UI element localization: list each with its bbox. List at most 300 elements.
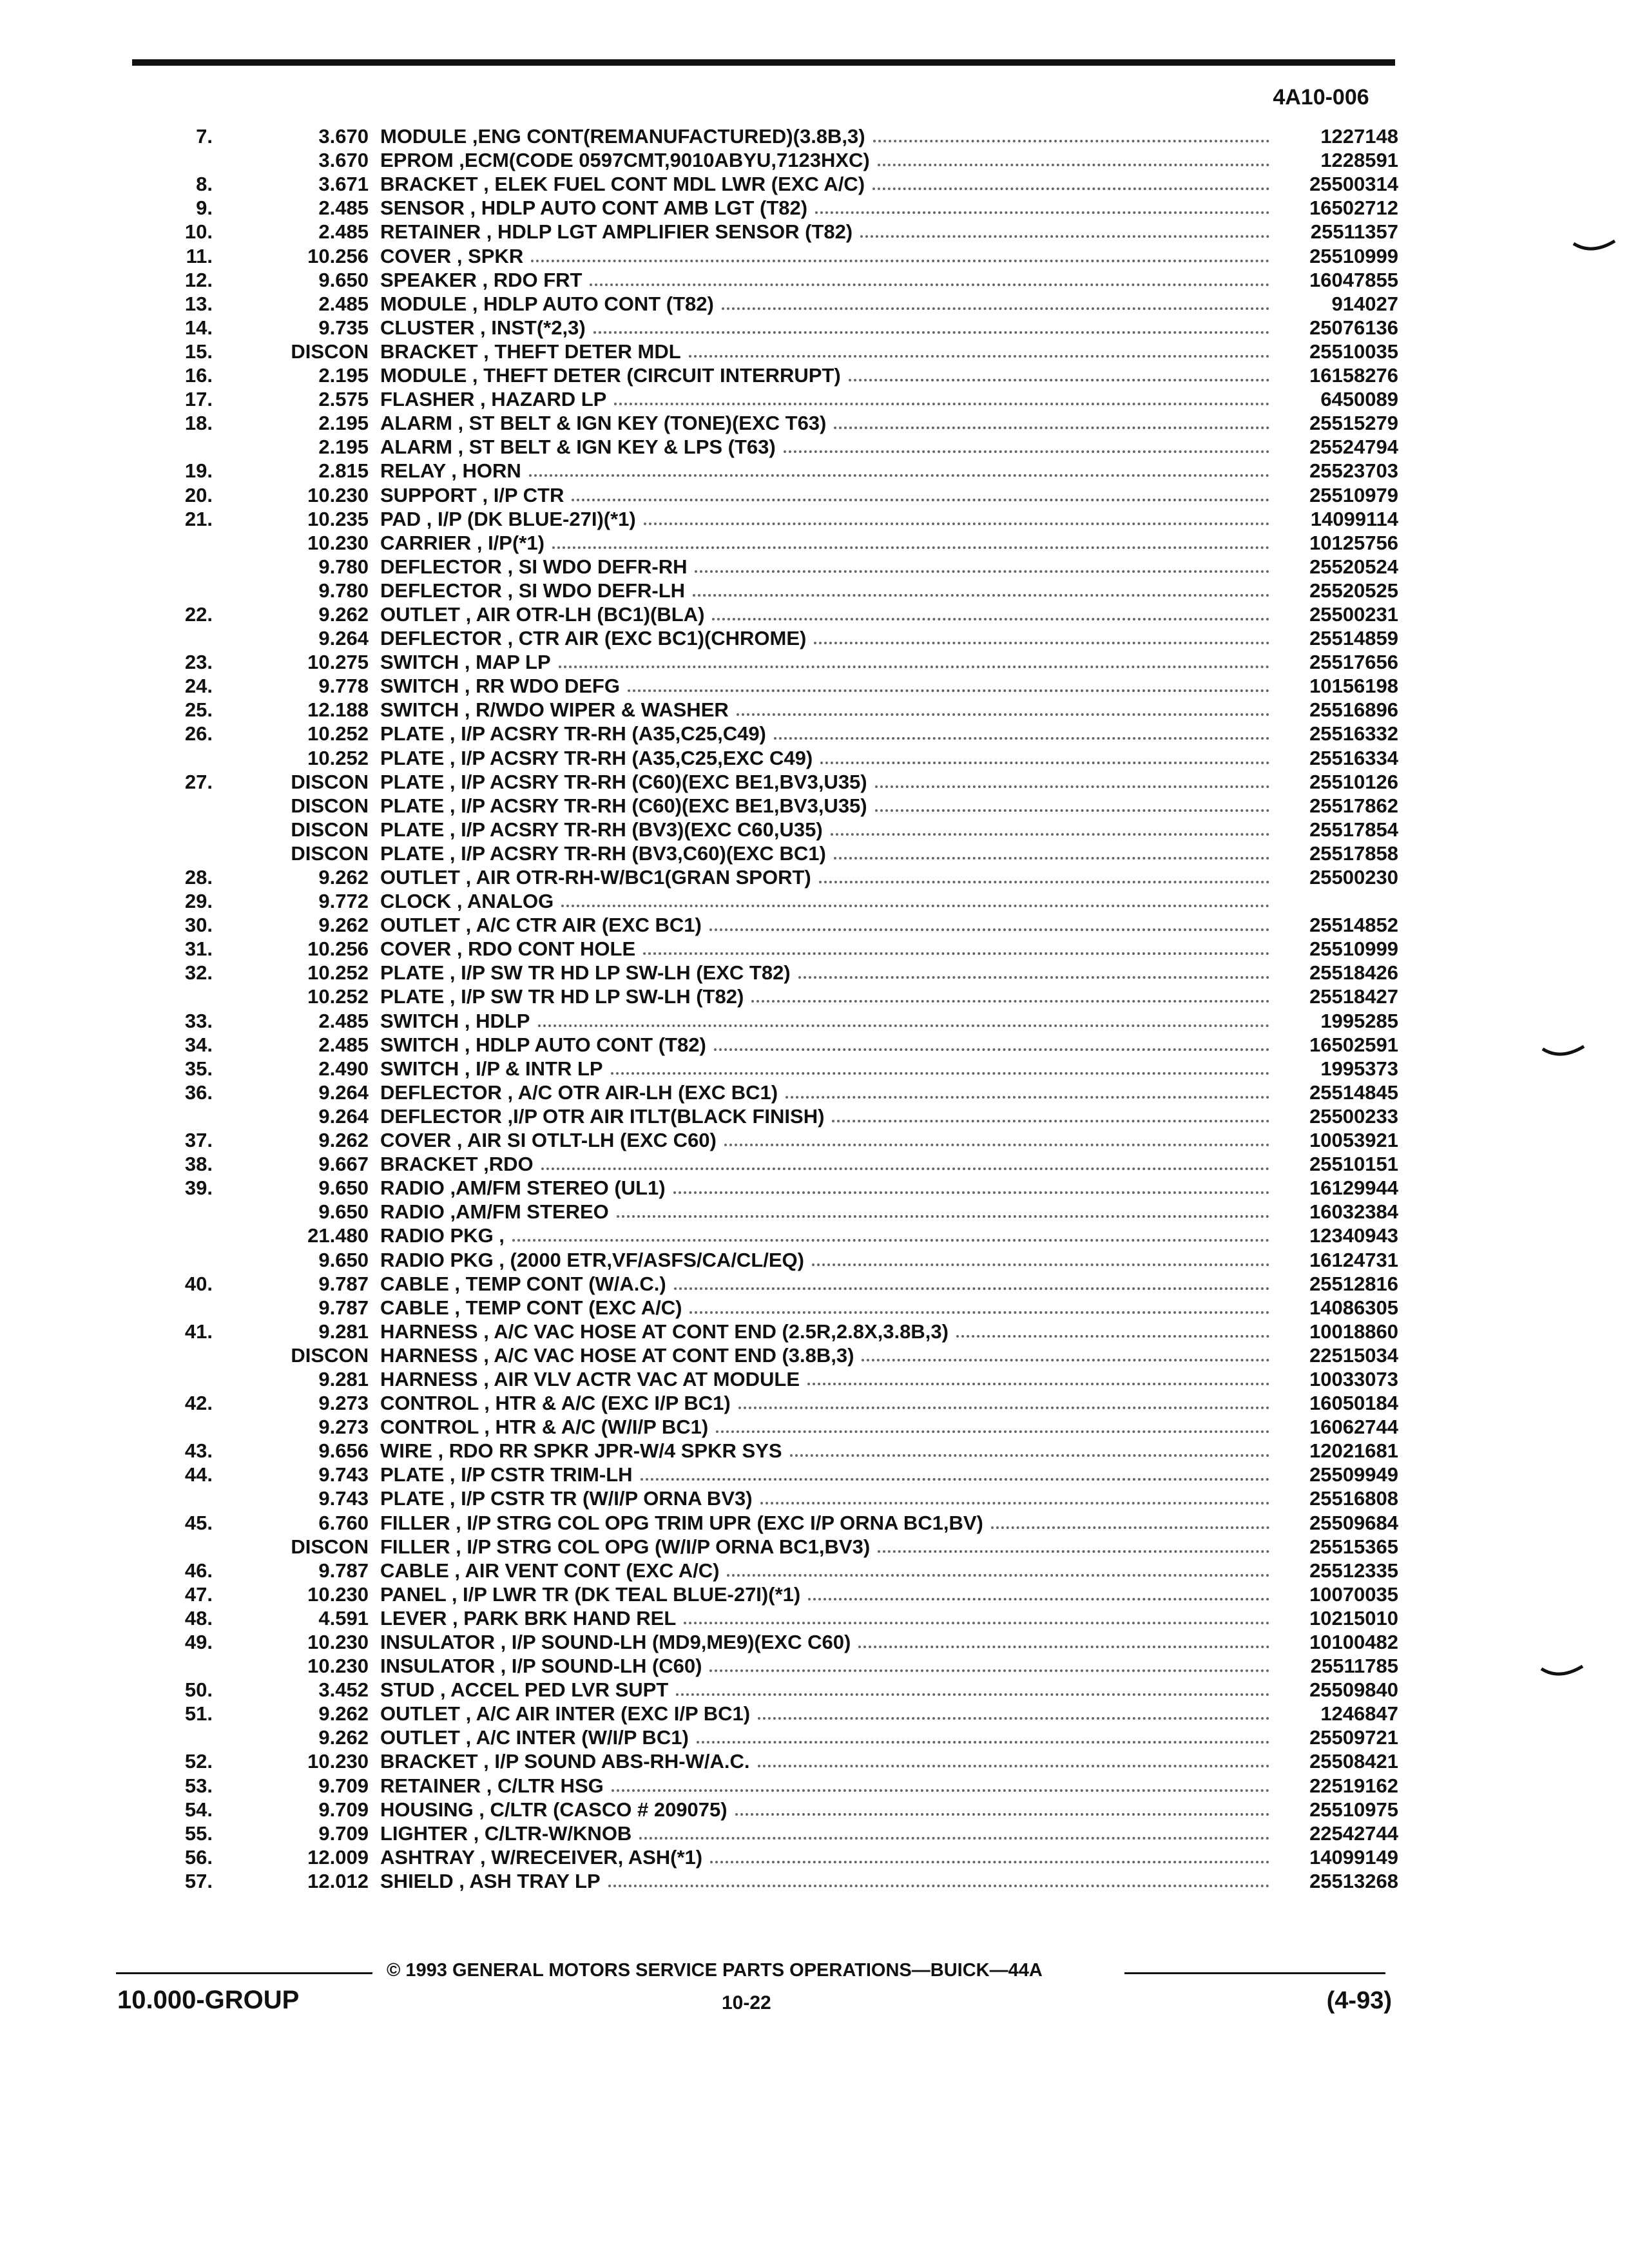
dot-leader: [834, 854, 1269, 860]
part-description: RELAY , HORN: [380, 459, 521, 483]
part-description: SHIELD , ASH TRAY LP: [380, 1869, 601, 1892]
item-number: 41.: [184, 1320, 213, 1343]
item-number: 40.: [184, 1272, 213, 1295]
group-label: 10.000-GROUP: [117, 1986, 300, 2014]
part-description: PAD , I/P (DK BLUE-27I)(*1): [380, 507, 636, 530]
item-number: 14.: [184, 316, 213, 339]
part-number: 25511357: [1310, 220, 1398, 244]
parts-row: [161, 242, 1398, 265]
group-number: 10.230: [307, 483, 369, 506]
dot-leader: [612, 1787, 1269, 1792]
footer-rule-left: [116, 1972, 372, 1974]
part-description: OUTLET , A/C AIR INTER (EXC I/P BC1): [380, 1702, 751, 1725]
dot-leader: [878, 1548, 1269, 1553]
part-number: 25510151: [1309, 1153, 1398, 1176]
group-number: 2.485: [318, 220, 369, 244]
part-description: CABLE , TEMP CONT (W/A.C.): [380, 1272, 666, 1295]
group-number: 10.252: [307, 746, 369, 769]
parts-row: [161, 1843, 1398, 1867]
dot-leader: [737, 711, 1269, 716]
parts-row: [161, 744, 1398, 767]
group-number: DISCON: [291, 841, 369, 865]
part-number: 10156198: [1309, 675, 1398, 698]
item-number: 25.: [184, 698, 213, 722]
part-description: DEFLECTOR , A/C OTR AIR-LH (EXC BC1): [380, 1081, 778, 1104]
part-description: PLATE , I/P SW TR HD LP SW-LH (EXC T82): [380, 961, 791, 985]
dot-leader: [814, 639, 1269, 644]
item-number: 43.: [184, 1439, 213, 1463]
dot-leader: [674, 1285, 1269, 1290]
dot-leader: [832, 1117, 1269, 1122]
item-number: 36.: [184, 1081, 213, 1104]
part-number: 6450089: [1320, 388, 1398, 411]
part-number: 1227148: [1320, 125, 1398, 148]
part-description: CABLE , TEMP CONT (EXC A/C): [380, 1296, 682, 1319]
parts-row: [161, 218, 1398, 242]
group-number: 9.264: [318, 1081, 369, 1104]
part-description: RETAINER , C/LTR HSG: [380, 1774, 604, 1797]
parts-row: [161, 1485, 1398, 1508]
parts-row: [161, 338, 1398, 361]
parts-row: [161, 266, 1398, 290]
group-number: 10.230: [307, 1582, 369, 1606]
part-description: LEVER , PARK BRK HAND REL: [380, 1606, 677, 1629]
parts-row: [161, 385, 1398, 409]
dot-leader: [724, 1141, 1269, 1146]
part-description: COVER , SPKR: [380, 244, 524, 267]
dot-leader: [512, 1236, 1269, 1242]
item-number: 16.: [184, 364, 213, 387]
parts-row: [161, 1031, 1398, 1055]
part-number: 25516808: [1309, 1487, 1398, 1510]
part-description: BRACKET , THEFT DETER MDL: [380, 340, 681, 363]
parts-row: [161, 887, 1398, 911]
part-number: 25518426: [1309, 961, 1398, 985]
item-number: 53.: [184, 1774, 213, 1797]
dot-leader: [538, 1022, 1270, 1027]
dot-leader: [849, 376, 1269, 381]
group-number: 10.235: [307, 507, 369, 530]
part-description: INSULATOR , I/P SOUND-LH (MD9,ME9)(EXC C60): [380, 1631, 851, 1653]
parts-row: [161, 840, 1398, 863]
part-description: SPEAKER , RDO FRT: [380, 268, 583, 291]
parts-row: [161, 433, 1398, 457]
part-number: 12021681: [1309, 1439, 1398, 1463]
part-description: DEFLECTOR , CTR AIR (EXC BC1)(CHROME): [380, 627, 807, 650]
item-number: 34.: [184, 1033, 213, 1056]
part-description: SWITCH , R/WDO WIPER & WASHER: [380, 698, 729, 722]
part-number: 10018860: [1309, 1320, 1398, 1343]
group-number: 2.195: [318, 364, 369, 387]
part-description: OUTLET , A/C INTER (W/I/P BC1): [380, 1726, 689, 1749]
group-number: 2.485: [318, 1009, 369, 1032]
group-number: 10.275: [307, 651, 369, 674]
dot-leader: [673, 1189, 1269, 1194]
parts-row: [161, 1389, 1398, 1413]
binder-hole-mark-icon: [1540, 1662, 1585, 1682]
part-description: FLASHER , HAZARD LP: [380, 388, 607, 411]
part-number: 25510999: [1309, 244, 1398, 267]
part-description: ALARM , ST BELT & IGN KEY & LPS (T63): [380, 436, 776, 459]
dot-leader: [808, 1595, 1269, 1600]
part-number: 25510999: [1309, 937, 1398, 961]
group-number: 9.264: [318, 627, 369, 650]
dot-leader: [529, 472, 1269, 477]
part-description: ASHTRAY , W/RECEIVER, ASH(*1): [380, 1845, 703, 1869]
part-number: 25512335: [1309, 1559, 1398, 1582]
part-number: 1995285: [1320, 1009, 1398, 1032]
part-description: COVER , RDO CONT HOLE: [380, 937, 636, 961]
part-description: SWITCH , RR WDO DEFG: [380, 675, 620, 698]
part-number: 25516896: [1309, 698, 1398, 722]
group-number: 9.262: [318, 914, 369, 937]
dot-leader: [716, 1428, 1269, 1433]
part-description: RADIO PKG , (2000 ETR,VF/ASFS/CA/CL/EQ): [380, 1248, 804, 1271]
part-number: 25517858: [1309, 841, 1398, 865]
part-number: 25514845: [1309, 1081, 1398, 1104]
part-number: 25509949: [1309, 1463, 1398, 1486]
group-number: 9.787: [318, 1559, 369, 1582]
parts-row: [161, 1581, 1398, 1604]
dot-leader: [875, 807, 1269, 812]
part-number: 14099149: [1309, 1845, 1398, 1869]
parts-row: [161, 601, 1398, 624]
dot-leader: [559, 663, 1269, 668]
part-number: 25516332: [1309, 722, 1398, 745]
parts-row: [161, 529, 1398, 553]
part-number: 25517656: [1309, 651, 1398, 674]
part-number: 10100482: [1309, 1631, 1398, 1653]
item-number: 49.: [184, 1631, 213, 1653]
group-number: 9.264: [318, 1104, 369, 1128]
dot-leader: [639, 1834, 1269, 1840]
part-description: SUPPORT , I/P CTR: [380, 483, 564, 506]
parts-row: [161, 1771, 1398, 1795]
part-number: 10033073: [1309, 1367, 1398, 1390]
item-number: 32.: [184, 961, 213, 985]
group-number: 2.485: [318, 197, 369, 220]
parts-row: [161, 959, 1398, 983]
part-description: HARNESS , A/C VAC HOSE AT CONT END (3.8B,3): [380, 1343, 854, 1367]
part-description: COVER , AIR SI OTLT-LH (EXC C60): [380, 1129, 717, 1152]
part-description: CLUSTER , INST(*2,3): [380, 316, 586, 339]
group-number: 9.778: [318, 675, 369, 698]
parts-row: [161, 1270, 1398, 1294]
part-description: WIRE , RDO RR SPKR JPR-W/4 SPKR SYS: [380, 1439, 782, 1463]
group-number: 9.709: [318, 1798, 369, 1821]
part-number: 10053921: [1309, 1129, 1398, 1152]
part-number: 16050184: [1309, 1392, 1398, 1415]
part-number: 14086305: [1309, 1296, 1398, 1319]
group-number: 10.256: [307, 244, 369, 267]
part-number: 16047855: [1309, 268, 1398, 291]
group-number: 9.650: [318, 1200, 369, 1224]
parts-row: [161, 672, 1398, 696]
part-description: PLATE , I/P ACSRY TR-RH (C60)(EXC BE1,BV3,U35): [380, 770, 867, 793]
item-number: 50.: [184, 1678, 213, 1702]
parts-row: [161, 170, 1398, 194]
part-description: EPROM ,ECM(CODE 0597CMT,9010ABYU,7123HXC): [380, 149, 870, 172]
parts-row: [161, 911, 1398, 935]
parts-row: [161, 1006, 1398, 1030]
part-description: RADIO ,AM/FM STEREO (UL1): [380, 1177, 666, 1200]
item-number: 22.: [184, 602, 213, 626]
parts-row: [161, 553, 1398, 577]
group-number: 10.256: [307, 937, 369, 961]
parts-row: [161, 768, 1398, 792]
item-number: 56.: [184, 1845, 213, 1869]
dot-leader: [798, 974, 1269, 979]
parts-row: [161, 1150, 1398, 1174]
part-description: SWITCH , MAP LP: [380, 651, 551, 674]
dot-leader: [819, 878, 1269, 883]
item-number: 37.: [184, 1129, 213, 1152]
parts-row: [161, 481, 1398, 505]
part-number: 25523703: [1309, 459, 1398, 483]
dot-leader: [758, 1762, 1270, 1767]
item-number: 23.: [184, 651, 213, 674]
part-number: 25509840: [1309, 1678, 1398, 1702]
parts-row: [161, 1724, 1398, 1747]
parts-row: [161, 314, 1398, 338]
part-number: 10215010: [1309, 1606, 1398, 1629]
dot-leader: [727, 1571, 1269, 1577]
part-description: CARRIER , I/P(*1): [380, 531, 545, 554]
group-number: 10.252: [307, 961, 369, 985]
item-number: 7.: [196, 125, 213, 148]
dot-leader: [991, 1524, 1269, 1529]
group-number: 10.252: [307, 985, 369, 1008]
parts-row: [161, 505, 1398, 529]
dot-leader: [643, 950, 1269, 955]
group-number: 9.262: [318, 866, 369, 889]
part-description: PLATE , I/P CSTR TR (W/I/P ORNA BV3): [380, 1487, 753, 1510]
part-number: 16502591: [1309, 1033, 1398, 1056]
dot-leader: [815, 209, 1269, 214]
part-description: OUTLET , A/C CTR AIR (EXC BC1): [380, 914, 702, 937]
item-number: 30.: [184, 914, 213, 937]
group-number: 9.709: [318, 1774, 369, 1797]
item-number: 46.: [184, 1559, 213, 1582]
group-number: 2.485: [318, 292, 369, 315]
part-number: 25515365: [1309, 1535, 1398, 1558]
part-description: PLATE , I/P ACSRY TR-RH (A35,C25,C49): [380, 722, 766, 745]
group-number: 9.743: [318, 1487, 369, 1510]
parts-row: [161, 122, 1398, 146]
item-number: 11.: [186, 244, 213, 267]
part-number: 25076136: [1309, 316, 1398, 339]
item-number: 29.: [184, 890, 213, 913]
dot-leader: [593, 329, 1269, 334]
group-number: 3.671: [318, 173, 369, 196]
group-number: 9.780: [318, 555, 369, 578]
group-number: 21.480: [307, 1224, 369, 1247]
group-number: 10.230: [307, 1655, 369, 1678]
item-number: 19.: [184, 459, 213, 483]
group-number: DISCON: [291, 1535, 369, 1558]
dot-leader: [858, 1643, 1269, 1648]
parts-row: [161, 194, 1398, 218]
part-description: MODULE ,ENG CONT(REMANUFACTURED)(3.8B,3): [380, 125, 865, 148]
group-number: 3.452: [318, 1678, 369, 1702]
part-description: PLATE , I/P SW TR HD LP SW-LH (T82): [380, 985, 744, 1008]
part-number: 16129944: [1309, 1177, 1398, 1200]
dot-leader: [834, 424, 1269, 429]
item-number: 35.: [184, 1057, 213, 1080]
group-number: 12.188: [307, 698, 369, 722]
part-number: 25515279: [1309, 412, 1398, 435]
group-number: 10.230: [307, 1750, 369, 1773]
item-number: 33.: [184, 1009, 213, 1032]
item-number: 38.: [184, 1153, 213, 1176]
parts-row: [161, 1508, 1398, 1532]
part-description: PLATE , I/P ACSRY TR-RH (C60)(EXC BE1,BV3,U35): [380, 794, 867, 817]
parts-row: [161, 720, 1398, 744]
dot-leader: [751, 997, 1269, 1003]
parts-row: [161, 792, 1398, 816]
group-number: 9.281: [318, 1320, 369, 1343]
part-number: 25510035: [1309, 340, 1398, 363]
part-description: HARNESS , A/C VAC HOSE AT CONT END (2.5R,2.8X,3.8B,3): [380, 1320, 949, 1343]
dot-leader: [710, 1858, 1269, 1863]
group-number: 2.485: [318, 1033, 369, 1056]
part-number: 25520525: [1309, 579, 1398, 602]
part-number: 16062744: [1309, 1416, 1398, 1439]
dot-leader: [722, 305, 1269, 310]
dot-leader: [812, 1261, 1269, 1266]
group-number: 9.262: [318, 602, 369, 626]
dot-leader: [820, 759, 1269, 764]
parts-row: [161, 1533, 1398, 1557]
part-description: RADIO ,AM/FM STEREO: [380, 1200, 609, 1224]
part-description: PLATE , I/P ACSRY TR-RH (A35,C25,EXC C49): [380, 746, 813, 769]
part-number: 16502712: [1309, 197, 1398, 220]
part-number: 16124731: [1309, 1248, 1398, 1271]
parts-row: [161, 1461, 1398, 1485]
parts-row: [161, 1102, 1398, 1126]
part-description: FILLER , I/P STRG COL OPG (W/I/P ORNA BC1,BV3): [380, 1535, 871, 1558]
part-number: 25518427: [1309, 985, 1398, 1008]
part-description: PLATE , I/P CSTR TRIM-LH: [380, 1463, 633, 1486]
part-number: 1246847: [1320, 1702, 1398, 1725]
parts-table: [161, 122, 1398, 1891]
dot-leader: [695, 568, 1269, 573]
dot-leader: [714, 1046, 1269, 1051]
dot-leader: [697, 1738, 1269, 1744]
parts-row: [161, 1604, 1398, 1628]
parts-row: [161, 1796, 1398, 1820]
dot-leader: [628, 687, 1269, 692]
dot-leader: [709, 1667, 1269, 1672]
group-number: 9.743: [318, 1463, 369, 1486]
dot-leader: [552, 544, 1269, 549]
dot-leader: [684, 1619, 1269, 1624]
group-number: 9.262: [318, 1129, 369, 1152]
group-number: 10.230: [307, 531, 369, 554]
item-number: 47.: [184, 1582, 213, 1606]
parts-row: [161, 1318, 1398, 1341]
parts-row: [161, 816, 1398, 840]
group-number: 9.735: [318, 316, 369, 339]
dot-leader: [611, 1070, 1269, 1075]
part-number: 25510975: [1309, 1798, 1398, 1821]
part-number: 22515034: [1309, 1343, 1398, 1367]
part-number: 10125756: [1309, 531, 1398, 554]
part-number: 25512816: [1309, 1272, 1398, 1295]
part-number: 16032384: [1309, 1200, 1398, 1224]
part-description: CONTROL , HTR & A/C (W/I/P BC1): [380, 1416, 709, 1439]
group-number: 2.490: [318, 1057, 369, 1080]
item-number: 42.: [184, 1392, 213, 1415]
part-description: MODULE , HDLP AUTO CONT (T82): [380, 292, 714, 315]
parts-row: [161, 457, 1398, 481]
part-description: SENSOR , HDLP AUTO CONT AMB LGT (T82): [380, 197, 808, 220]
parts-row: [161, 1747, 1398, 1771]
footer-rule-right: [1124, 1972, 1385, 1974]
group-number: 9.650: [318, 268, 369, 291]
item-number: 8.: [196, 173, 213, 196]
group-number: DISCON: [291, 770, 369, 793]
group-number: 9.780: [318, 579, 369, 602]
dot-leader: [790, 1452, 1269, 1457]
dot-leader: [689, 352, 1269, 358]
part-description: PLATE , I/P ACSRY TR-RH (BV3,C60)(EXC BC1): [380, 841, 826, 865]
parts-row: [161, 1700, 1398, 1724]
dot-leader: [807, 1380, 1269, 1385]
dot-leader: [644, 520, 1269, 525]
item-number: 9.: [196, 197, 213, 220]
item-number: 45.: [184, 1511, 213, 1534]
part-description: PLATE , I/P ACSRY TR-RH (BV3)(EXC C60,U35): [380, 818, 823, 841]
item-number: 51.: [184, 1702, 213, 1725]
dot-leader: [689, 1309, 1269, 1314]
item-number: 27.: [184, 770, 213, 793]
part-description: OUTLET , AIR OTR-LH (BC1)(BLA): [380, 602, 705, 626]
parts-row: [161, 1222, 1398, 1245]
parts-row: [161, 1055, 1398, 1079]
dot-leader: [541, 1165, 1269, 1170]
part-number: 25511785: [1310, 1655, 1398, 1678]
dot-leader: [693, 591, 1269, 597]
part-number: 25500233: [1309, 1104, 1398, 1128]
group-number: 9.650: [318, 1177, 369, 1200]
parts-row: [161, 1628, 1398, 1652]
parts-row: [161, 1198, 1398, 1222]
part-number: 10070035: [1309, 1582, 1398, 1606]
item-number: 52.: [184, 1750, 213, 1773]
part-description: RADIO PKG ,: [380, 1224, 505, 1247]
group-number: 9.772: [318, 890, 369, 913]
group-number: 9.273: [318, 1416, 369, 1439]
dot-leader: [712, 615, 1269, 620]
group-number: 6.760: [318, 1511, 369, 1534]
dot-leader: [784, 448, 1269, 453]
dot-leader: [531, 257, 1269, 262]
group-number: 2.195: [318, 412, 369, 435]
dot-leader: [758, 1715, 1269, 1720]
item-number: 21.: [184, 507, 213, 530]
part-number: 25524794: [1309, 436, 1398, 459]
parts-row: [161, 696, 1398, 720]
group-number: 12.009: [307, 1845, 369, 1869]
part-description: HARNESS , AIR VLV ACTR VAC AT MODULE: [380, 1367, 800, 1390]
group-number: 9.787: [318, 1296, 369, 1319]
part-description: MODULE , THEFT DETER (CIRCUIT INTERRUPT): [380, 364, 841, 387]
binder-hole-mark-icon: [1572, 237, 1617, 256]
item-number: 20.: [184, 483, 213, 506]
item-number: 17.: [184, 388, 213, 411]
item-number: 39.: [184, 1177, 213, 1200]
